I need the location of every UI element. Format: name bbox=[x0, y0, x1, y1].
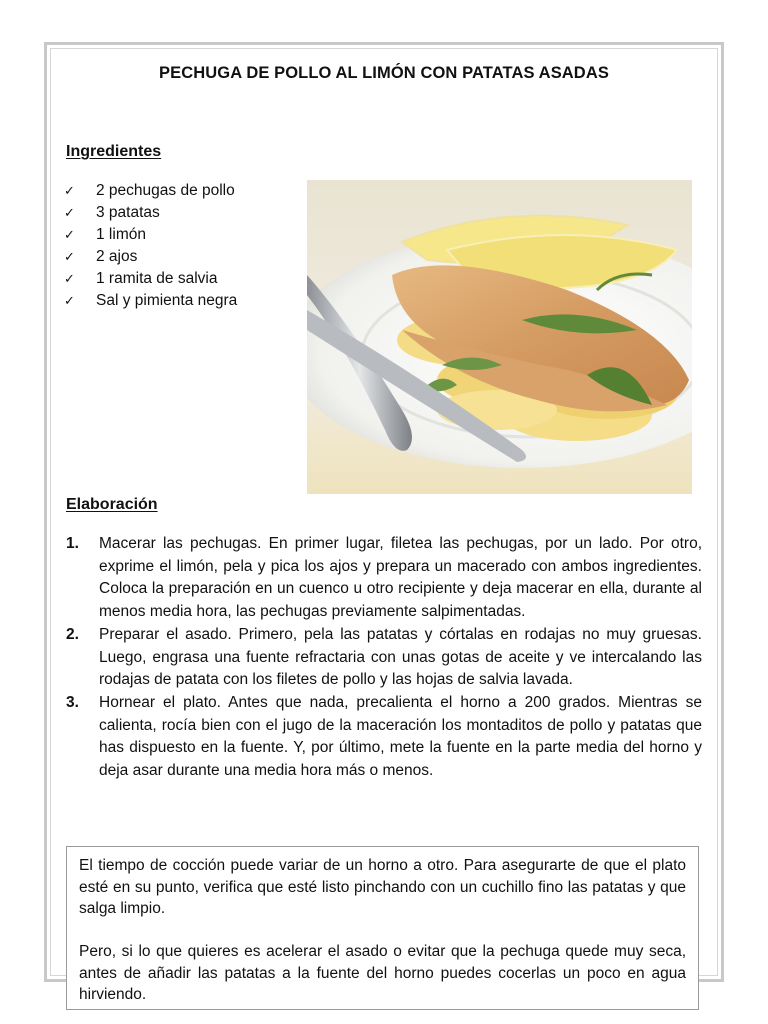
tip-paragraph: El tiempo de cocción puede variar de un horno a otro. Para asegurarte de que el plato esté en su punto, verifica que esté listo pinchando con un cuchillo fino las patatas y que salga limpio. bbox=[79, 857, 686, 917]
step-number: 3. bbox=[66, 693, 79, 711]
check-icon: ✓ bbox=[64, 272, 75, 287]
ingredient-label: Sal y pimienta negra bbox=[96, 292, 238, 309]
step-number: 1. bbox=[66, 535, 79, 552]
elaboracion-heading: Elaboración bbox=[66, 496, 158, 513]
step-number: 2. bbox=[66, 625, 79, 643]
ingredient-item bbox=[64, 224, 237, 246]
ingredient-label: 1 ramita de salvia bbox=[96, 270, 218, 287]
step-text: Preparar el asado. Primero, pela las patatas y córtalas en rodajas no muy gruesas. Luego, engrasa una fuente refractaria con unas gotas de aceite y ve intercalando las rodajas de patata con los filetes de pollo y las hojas de salvia lavada. bbox=[99, 625, 702, 689]
ingredient-item bbox=[64, 202, 237, 224]
ingredients-list bbox=[64, 180, 237, 312]
check-icon: ✓ bbox=[64, 250, 75, 265]
tip-paragraph: Pero, si lo que quieres es acelerar el asado o evitar que la pechuga quede muy seca, antes de añadir las patatas a la fuente del horno puedes cocerlas un poco en agua hirviendo. bbox=[79, 943, 686, 1003]
ingredient-item bbox=[64, 268, 237, 290]
check-icon: ✓ bbox=[64, 228, 75, 243]
ingredient-item bbox=[64, 246, 237, 268]
check-icon: ✓ bbox=[64, 294, 75, 309]
ingredient-label: 2 ajos bbox=[96, 248, 138, 265]
steps-list bbox=[66, 533, 702, 783]
recipe-photo bbox=[307, 180, 692, 494]
check-icon: ✓ bbox=[64, 184, 75, 199]
tip-box bbox=[66, 846, 699, 1010]
step-text: Hornear el plato. Antes que nada, precalienta el horno a 200 grados. Mientras se calienta, rocía bien con el jugo de la maceración los montaditos de pollo y patatas que has dispuesto en la fuente. Y, por último, mete la fuente en la parte media del horno y deja asar durante una media hora más o menos. bbox=[99, 693, 702, 780]
ingredient-label: 1 limón bbox=[96, 226, 146, 243]
step-text: Macerar las pechugas. En primer lugar, filetea las pechugas, por un lado. Por otro, exprime el limón, pela y pica los ajos y prepara un macerado con ambos ingredientes. Coloca la preparación en un cuenco u otro recipiente y deja macerar en ella, durante al menos media hora, las pechugas previamente salpimentadas. bbox=[99, 535, 702, 621]
step-item bbox=[66, 533, 702, 624]
recipe-title: PECHUGA DE POLLO AL LIMÓN CON PATATAS ASADAS bbox=[159, 64, 609, 82]
ingredient-item bbox=[64, 290, 237, 312]
step-item bbox=[66, 624, 702, 692]
check-icon: ✓ bbox=[64, 206, 75, 221]
ingredient-item bbox=[64, 180, 237, 202]
ingredients-heading: Ingredientes bbox=[66, 143, 162, 160]
ingredient-label: 3 patatas bbox=[96, 204, 160, 221]
ingredient-label: 2 pechugas de pollo bbox=[96, 182, 235, 199]
step-item bbox=[66, 692, 702, 783]
